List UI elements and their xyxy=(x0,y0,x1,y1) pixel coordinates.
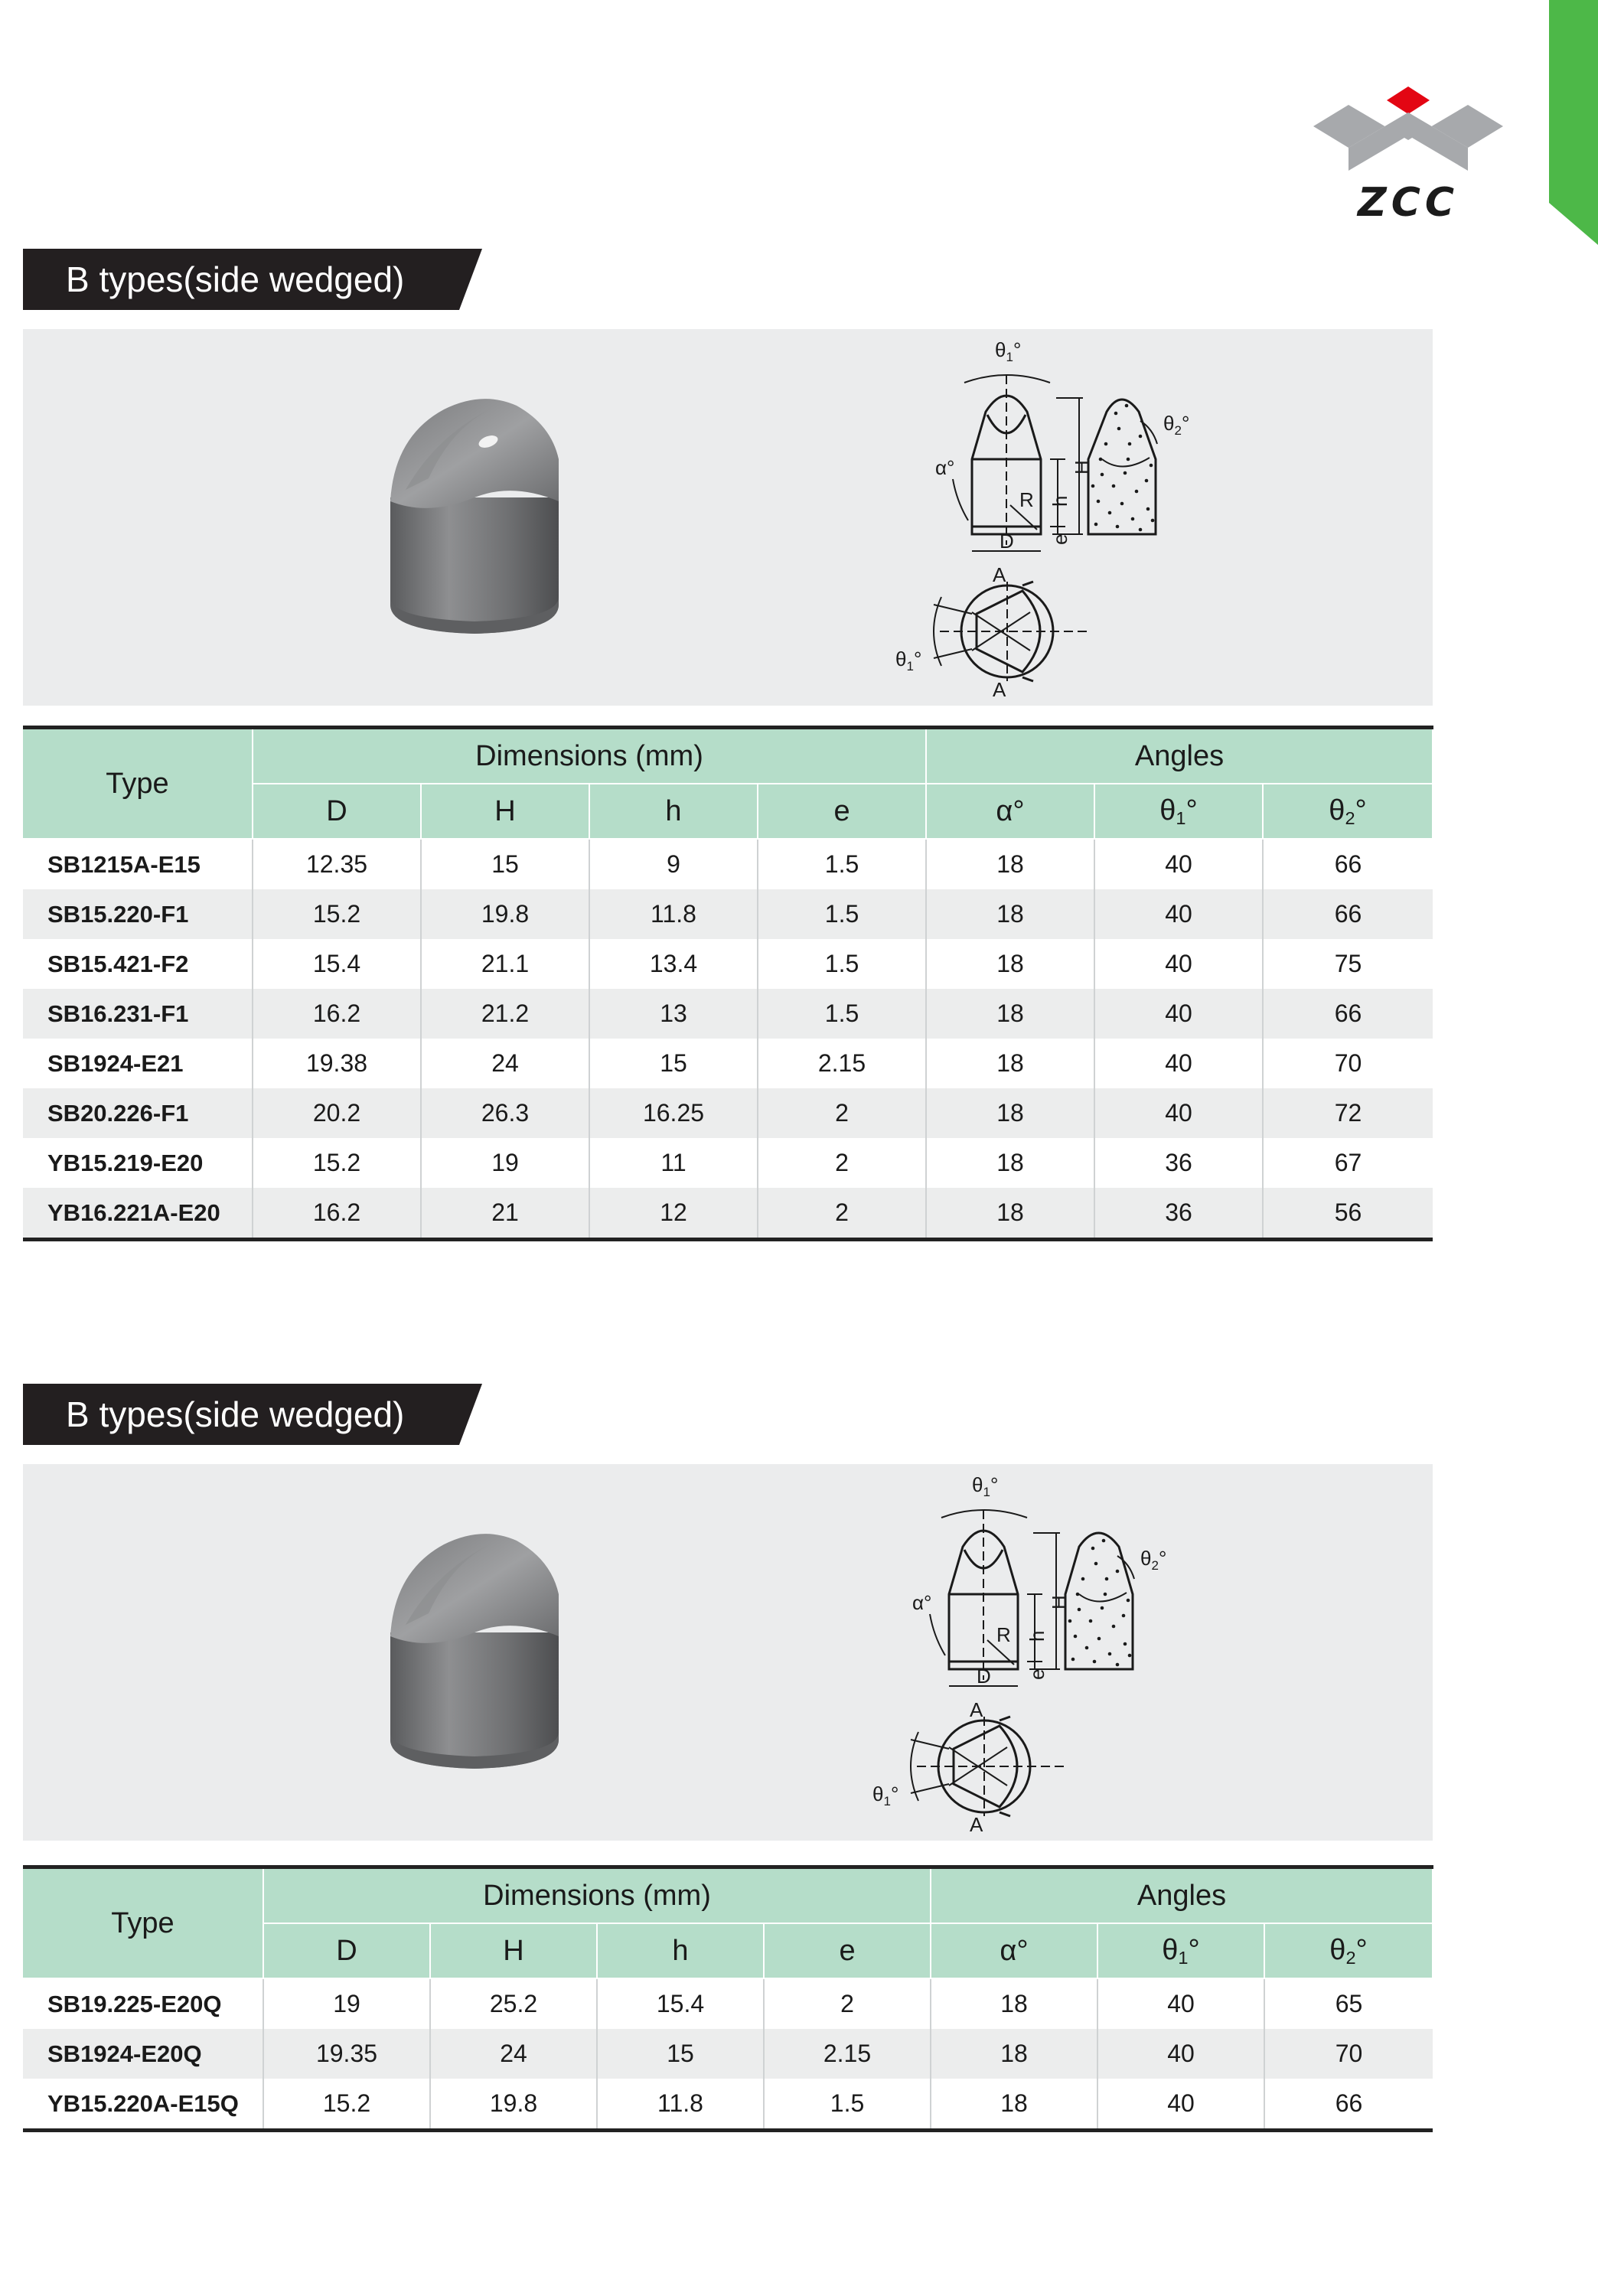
table-row xyxy=(23,1188,1433,1240)
cell-e: 2 xyxy=(764,1978,931,2029)
svg-text:A: A xyxy=(993,678,1006,701)
group-dimensions: Dimensions (mm) xyxy=(263,1867,931,1924)
svg-text:α°: α° xyxy=(935,456,955,479)
cell-theta1: 40 xyxy=(1094,839,1263,889)
col-alpha: α° xyxy=(931,1923,1097,1978)
cell-H: 19.8 xyxy=(430,2079,597,2131)
cell-alpha: 18 xyxy=(926,1039,1094,1088)
cell-h: 11.8 xyxy=(589,889,758,939)
corner-accent xyxy=(1549,0,1598,245)
table-row xyxy=(23,989,1433,1039)
group-dimensions: Dimensions (mm) xyxy=(253,728,926,784)
zcc-logo xyxy=(1309,80,1508,226)
col-type: Type xyxy=(23,1867,263,1979)
cell-theta2: 70 xyxy=(1334,1049,1362,1077)
cell-theta1: 40 xyxy=(1094,939,1263,989)
cell-type: SB16.231-F1 xyxy=(23,989,253,1039)
product-illustration-panel xyxy=(23,1464,1433,1841)
section-title xyxy=(23,249,482,310)
cell-e: 2 xyxy=(758,1138,926,1188)
cell-H: 26.3 xyxy=(421,1088,589,1138)
group-angles: Angles xyxy=(931,1867,1433,1924)
cell-e: 2 xyxy=(758,1188,926,1240)
cell-h: 15.4 xyxy=(597,1978,764,2029)
svg-text:α°: α° xyxy=(912,1591,932,1614)
svg-text:A: A xyxy=(993,563,1006,586)
col-theta2: $\theta_2^\circ$ xyxy=(1264,1923,1433,1978)
svg-text:D: D xyxy=(1000,530,1014,553)
cell-D: 15.2 xyxy=(263,2079,430,2131)
cell-theta2: 75 xyxy=(1334,950,1362,977)
carbide-button-image xyxy=(360,1510,589,1786)
cell-D: 20.2 xyxy=(253,1088,421,1138)
cell-e: 2 xyxy=(758,1088,926,1138)
cell-theta2: 67 xyxy=(1334,1149,1362,1176)
cell-theta2: 72 xyxy=(1263,1088,1433,1138)
cell-theta2: 66 xyxy=(1264,2079,1433,2131)
cell-alpha: 18 xyxy=(931,2029,1097,2079)
cell-H: 21.1 xyxy=(421,939,589,989)
cell-h: 16.25 xyxy=(589,1088,758,1138)
svg-text:A: A xyxy=(970,1813,983,1836)
cell-e: 1.5 xyxy=(764,2079,931,2131)
cell-type: SB1924-E21 xyxy=(23,1039,253,1088)
col-type: Type xyxy=(23,728,253,840)
table-row xyxy=(23,1039,1433,1088)
svg-text:θ2°: $\theta_2^\circ$ xyxy=(1163,412,1190,438)
cell-alpha: 18 xyxy=(926,889,1094,939)
svg-text:R: R xyxy=(996,1623,1011,1646)
section-title xyxy=(23,1384,482,1445)
cell-theta2: 70 xyxy=(1264,2029,1433,2079)
table-row xyxy=(23,1088,1433,1138)
cell-D: 16.2 xyxy=(253,989,421,1039)
cell-D: 19 xyxy=(263,1978,430,2029)
cell-theta2: 65 xyxy=(1335,1990,1363,2017)
svg-text:θ1°: $\theta_1^\circ$ xyxy=(872,1782,899,1808)
cell-alpha: 18 xyxy=(926,1138,1094,1188)
svg-text:h: h xyxy=(1048,495,1071,507)
cell-alpha: 18 xyxy=(926,839,1094,889)
svg-text:D: D xyxy=(977,1665,991,1688)
col-h: h xyxy=(597,1923,764,1978)
col-D: D xyxy=(253,784,421,839)
cell-theta2: 66 xyxy=(1263,889,1433,939)
cell-alpha: 18 xyxy=(926,989,1094,1039)
table-row xyxy=(23,939,1433,989)
cell-h: 11 xyxy=(589,1138,758,1188)
svg-text:R: R xyxy=(1019,488,1034,511)
svg-text:H: H xyxy=(1071,460,1094,475)
table-row xyxy=(23,889,1433,939)
cell-D: 12.35 xyxy=(253,839,421,889)
cell-alpha: 18 xyxy=(931,1978,1097,2029)
col-D: D xyxy=(263,1923,430,1978)
cell-theta1: 40 xyxy=(1097,2079,1264,2131)
section-title-text: B types(side wedged) xyxy=(66,259,405,299)
spec-table xyxy=(23,726,1433,1241)
cell-alpha: 18 xyxy=(926,939,1094,989)
svg-text:H: H xyxy=(1048,1595,1071,1609)
cell-H: 15 xyxy=(421,839,589,889)
svg-text:e: e xyxy=(1026,1668,1048,1680)
cell-theta1: 40 xyxy=(1097,1978,1264,2029)
cell-D: 15.4 xyxy=(253,939,421,989)
cell-D: 16.2 xyxy=(253,1188,421,1240)
cell-type: SB15.220-F1 xyxy=(23,889,253,939)
cell-e: 1.5 xyxy=(758,889,926,939)
cell-theta2: 56 xyxy=(1263,1188,1433,1240)
cell-type: YB15.219-E20 xyxy=(23,1138,253,1188)
group-angles: Angles xyxy=(926,728,1433,784)
col-theta1: $\theta_1^\circ$ xyxy=(1097,1923,1264,1978)
cell-H: 24 xyxy=(421,1039,589,1088)
cell-type: SB1924-E20Q xyxy=(23,2029,263,2079)
cell-theta1: 40 xyxy=(1097,2029,1264,2079)
svg-text:θ2°: $\theta_2^\circ$ xyxy=(1140,1547,1167,1573)
svg-text:A: A xyxy=(970,1698,983,1721)
table-row xyxy=(23,2079,1433,2131)
section-title-text: B types(side wedged) xyxy=(66,1394,405,1434)
cell-type: SB15.421-F2 xyxy=(23,939,253,989)
cell-h: 15 xyxy=(589,1039,758,1088)
svg-text:θ1°: $\theta_1^\circ$ xyxy=(995,338,1022,364)
col-H: H xyxy=(430,1923,597,1978)
col-theta1: $\theta_1^\circ$ xyxy=(1094,784,1263,839)
svg-text:θ1°: $\theta_1^\circ$ xyxy=(972,1473,999,1499)
cell-h: 13 xyxy=(589,989,758,1039)
technical-drawing xyxy=(850,329,1278,706)
technical-drawing xyxy=(827,1464,1255,1841)
cell-alpha: 18 xyxy=(931,2079,1097,2131)
cell-H: 19.8 xyxy=(421,889,589,939)
table-row xyxy=(23,1138,1433,1188)
cell-h: 9 xyxy=(589,839,758,889)
col-e: e xyxy=(764,1923,931,1978)
col-alpha: α° xyxy=(926,784,1094,839)
cell-alpha: 18 xyxy=(926,1188,1094,1240)
zcc-logo-text: ZCC xyxy=(1357,180,1459,226)
cell-type: YB15.220A-E15Q xyxy=(23,2079,263,2131)
cell-theta1: 40 xyxy=(1094,1088,1263,1138)
cell-H: 21 xyxy=(421,1188,589,1240)
cell-theta1: 40 xyxy=(1094,989,1263,1039)
svg-text:e: e xyxy=(1048,533,1071,545)
cell-type: SB19.225-E20Q xyxy=(23,1978,263,2029)
cell-h: 15 xyxy=(597,2029,764,2079)
cell-D: 15.2 xyxy=(253,889,421,939)
cell-theta2: 66 xyxy=(1263,989,1433,1039)
cell-e: 2.15 xyxy=(764,2029,931,2079)
carbide-button-image xyxy=(360,375,589,651)
col-H: H xyxy=(421,784,589,839)
cell-theta1: 40 xyxy=(1094,1039,1263,1088)
zcc-logo-mark xyxy=(1309,80,1508,180)
svg-text:h: h xyxy=(1026,1630,1048,1642)
col-e: e xyxy=(758,784,926,839)
cell-D: 19.38 xyxy=(253,1039,421,1088)
table-row xyxy=(23,1978,1433,2029)
cell-H: 25.2 xyxy=(430,1978,597,2029)
cell-h: 12 xyxy=(589,1188,758,1240)
col-theta2: $\theta_2^\circ$ xyxy=(1263,784,1433,839)
cell-e: 2.15 xyxy=(758,1039,926,1088)
cell-H: 19 xyxy=(421,1138,589,1188)
cell-type: YB16.221A-E20 xyxy=(23,1188,253,1240)
cell-type: SB1215A-E15 xyxy=(23,839,253,889)
cell-e: 1.5 xyxy=(758,989,926,1039)
spec-table xyxy=(23,1865,1433,2132)
cell-H: 24 xyxy=(430,2029,597,2079)
cell-D: 15.2 xyxy=(253,1138,421,1188)
svg-text:θ1°: $\theta_1^\circ$ xyxy=(895,647,922,673)
cell-h: 13.4 xyxy=(589,939,758,989)
cell-alpha: 18 xyxy=(926,1088,1094,1138)
cell-type: SB20.226-F1 xyxy=(23,1088,253,1138)
cell-theta1: 40 xyxy=(1094,889,1263,939)
cell-h: 11.8 xyxy=(597,2079,764,2131)
table-row xyxy=(23,839,1433,889)
col-h: h xyxy=(589,784,758,839)
cell-e: 1.5 xyxy=(758,939,926,989)
insert-dots xyxy=(1091,404,1155,532)
cell-theta2: 66 xyxy=(1334,850,1362,878)
cell-e: 1.5 xyxy=(758,839,926,889)
cell-theta1: 36 xyxy=(1094,1138,1263,1188)
cell-H: 21.2 xyxy=(421,989,589,1039)
product-illustration-panel xyxy=(23,329,1433,706)
table-row xyxy=(23,2029,1433,2079)
cell-theta1: 36 xyxy=(1094,1188,1263,1240)
cell-D: 19.35 xyxy=(263,2029,430,2079)
